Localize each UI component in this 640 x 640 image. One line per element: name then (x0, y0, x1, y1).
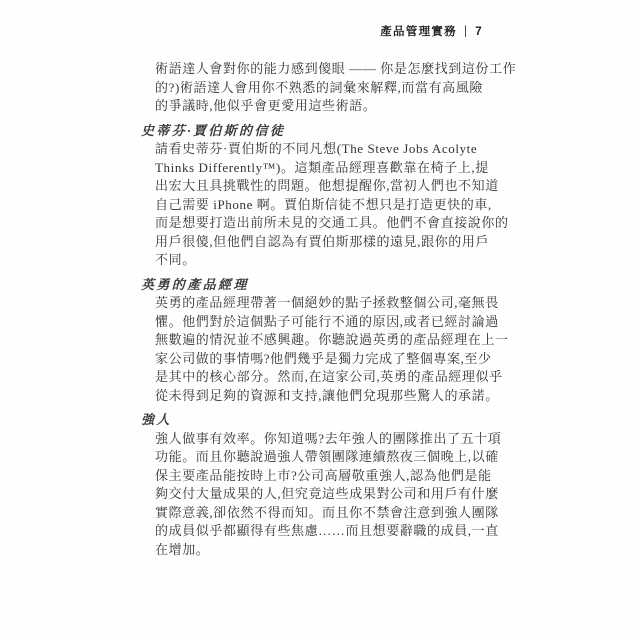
text-line: 請看史蒂芬·賈伯斯的不同凡想(The Steve Jobs Acolyte (155, 141, 478, 156)
text-line: 從未得到足夠的資源和支持,讓他們兌現那些驚人的承諾。 (155, 387, 499, 403)
running-head-separator: | (464, 25, 469, 38)
section (141, 60, 517, 116)
section (141, 276, 509, 406)
text-line: 保主要產品能按時上市?公司高層敬重強人,認為他們是能 (155, 467, 492, 483)
text-line: Thinks Differently™)。這類產品經理喜歡靠在椅子上,提 (155, 159, 489, 175)
text-line: 而是想要打造出前所未見的交通工具。他們不會直接說你的 (155, 215, 509, 230)
text-line: 不同。 (155, 252, 196, 267)
text-line: 實際意義,卻依然不得而知。而且你不禁會注意到強人團隊 (155, 504, 499, 520)
text-line: 在增加。 (155, 541, 210, 557)
text-line: 術語達人會對你的能力感到傻眼 —— 你是怎麼找到這份工作 (155, 61, 517, 76)
text-line: 家公司做的事情嗎?他們幾乎是獨力完成了整個專案,至少 (155, 350, 492, 366)
text-line: 是其中的核心部分。然而,在這家公司,英勇的產品經理似乎 (155, 369, 503, 384)
content (141, 60, 517, 559)
text-line: 用戶很傻,但他們自認為有賈伯斯那樣的遠見,跟你的用戶 (155, 233, 490, 249)
text-line: 懼。他們對於這個點子可能行不通的原因,或者已經討論過 (155, 313, 499, 329)
section (141, 411, 502, 559)
text-line: 自己需要 iPhone 啊。賈伯斯信徒不想只是打造更快的車, (155, 196, 492, 212)
text-line: 出宏大且具挑戰性的問題。他想提醒你,當初人們也不知道 (155, 178, 499, 193)
text-line: 的爭議時,他似乎會更愛用這些術語。 (155, 98, 377, 113)
running-head-book-title: 產品管理實務 (380, 26, 457, 38)
section-heading: 史蒂芬·賈伯斯的信徒 (141, 122, 286, 138)
text-line: 功能。而且你聽說過強人帶領團隊連續熬夜三個晚上,以確 (155, 449, 499, 464)
text-line: 的?)術語達人會用你不熟悉的詞彙來解釋,而當有高風險 (155, 79, 483, 95)
text-line: 無數遍的情況並不感興趣。你聽說過英勇的產品經理在上一 (155, 332, 509, 347)
text-line: 強人做事有效率。你知道嗎?去年強人的團隊推出了五十項 (155, 430, 502, 446)
text-line: 英勇的產品經理帶著一個絕妙的點子拯救整個公司,毫無畏 (155, 295, 499, 310)
section (141, 122, 509, 270)
text-line: 的成員似乎都顯得有些焦慮……而且想要辭職的成員,一直 (155, 523, 499, 538)
text-line: 夠交付大量成果的人,但究竟這些成果對公司和用戶有什麼 (155, 486, 499, 501)
section-heading: 強人 (141, 412, 172, 427)
page-number: 7 (475, 26, 483, 38)
section-heading: 英勇的產品經理 (141, 276, 249, 292)
running-head (380, 23, 483, 39)
